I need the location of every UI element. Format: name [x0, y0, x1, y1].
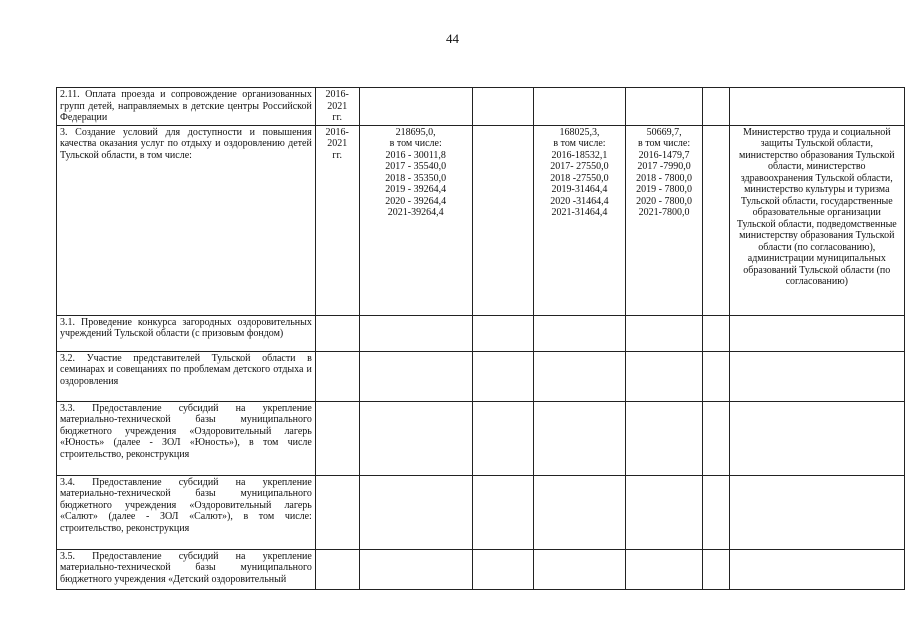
federal-funding-cell [472, 125, 533, 315]
activity-description: 3.5. Предоставление субсидий на укрепление материально-технической базы муниципального бюджетного учреждения «Детский оздоровительный [57, 549, 316, 589]
regional-funding-cell [533, 88, 625, 126]
page-number: 44 [446, 31, 459, 46]
table-row [57, 125, 905, 315]
table-row [57, 401, 905, 475]
period-cell: 2016- 2021 гг. [315, 88, 359, 126]
other-funding-cell [702, 125, 729, 315]
table-row [57, 475, 905, 549]
program-activities-table [56, 87, 905, 590]
table-row [57, 549, 905, 589]
table-row [57, 315, 905, 351]
total-funding-cell: 218695,0, в том числе: 2016 - 30011,8 2017 - 35540,0 2018 - 35350,0 2019 - 39264,4 2020 - 39264,4 2021-39264,4 [359, 125, 472, 315]
table-row [57, 351, 905, 401]
local-funding-cell [626, 88, 703, 126]
activity-description: 3.3. Предоставление субсидий на укрепление материально-технической базы муниципального бюджетного учреждения «Оздоровительный лагерь «Юность» (далее - ЗОЛ «Юность»), в том числе строительство, реконструкция [57, 401, 316, 475]
period-cell: 2016- 2021 гг. [315, 125, 359, 315]
activity-description: 3.2. Участие представителей Тульской области в семинарах и совещаниях по проблемам детского отдыха и оздоровления [57, 351, 316, 401]
local-funding-cell: 50669,7, в том числе: 2016-1479,7 2017 -7990,0 2018 - 7800,0 2019 - 7800,0 2020 - 7800,0 2021-7800,0 [626, 125, 703, 315]
responsible-cell [729, 88, 904, 126]
table-row [57, 88, 905, 126]
activity-description: 3. Создание условий для доступности и повышения качества оказания услуг по отдыху и оздоровлению детей Тульской области, в том числе: [57, 125, 316, 315]
responsible-cell: Министерство труда и социальной защиты Тульской области, министерство образования Тульской области, министерство здравоохранения Тульской области, министерство культуры и туризма Тульской области, государственные образовательные организации Тульской области, подведомственные министерству образования Тульской области (по согласованию), администрации муниципальных образований Тульской области (по согласованию) [729, 125, 904, 315]
activity-description: 3.1. Проведение конкурса загородных оздоровительных учреждений Тульской области (с призовым фондом) [57, 315, 316, 351]
total-funding-cell [359, 88, 472, 126]
regional-funding-cell: 168025,3, в том числе: 2016-18532,1 2017- 27550,0 2018 -27550,0 2019-31464,4 2020 -31464,4 2021-31464,4 [533, 125, 625, 315]
other-funding-cell [702, 88, 729, 126]
federal-funding-cell [472, 88, 533, 126]
activity-description: 2.11. Оплата проезда и сопровождение организованных групп детей, направляемых в детские центры Российской Федерации [57, 88, 316, 126]
activity-description: 3.4. Предоставление субсидий на укрепление материально-технической базы муниципального бюджетного учреждения «Оздоровительный лагерь «Салют» (далее - ЗОЛ «Салют»), в том числе: строительство, реконструкция [57, 475, 316, 549]
